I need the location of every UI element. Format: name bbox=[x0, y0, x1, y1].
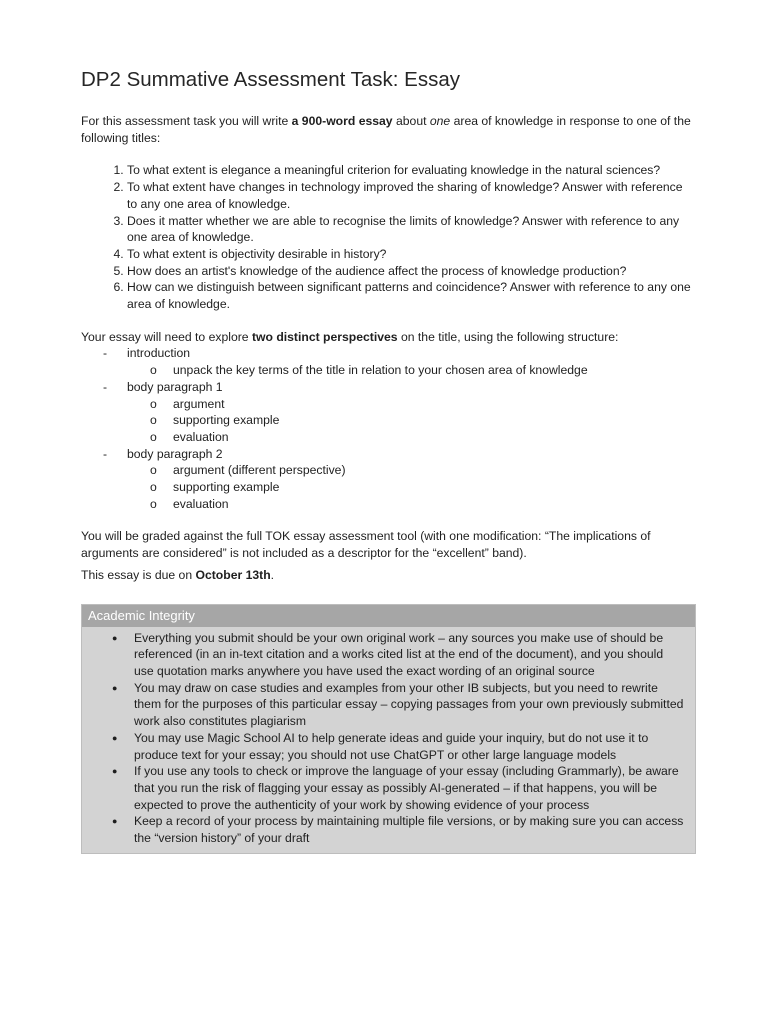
circle-marker: o bbox=[150, 413, 157, 428]
essay-title-item: 3. Does it matter whether we are able to recognise the limits of knowledge? Answer with reference to any one area of knowledge. bbox=[127, 213, 696, 246]
structure-subitem-text: unpack the key terms of the title in relation to your chosen area of knowledge bbox=[173, 363, 588, 378]
due-date: October 13th bbox=[195, 567, 271, 582]
academic-integrity-header: Academic Integrity bbox=[82, 605, 695, 627]
bullet-icon: ● bbox=[112, 682, 118, 693]
structure-subitem-text: supporting example bbox=[173, 413, 280, 428]
academic-integrity-list bbox=[82, 627, 695, 853]
essay-title-item: 6. How can we distinguish between significant patterns and coincidence? Answer with reference to any one area of knowledge. bbox=[127, 279, 696, 312]
structure-section-label: introduction bbox=[127, 346, 191, 361]
essay-title-item: 2. To what extent have changes in technology improved the sharing of knowledge? Answer with reference to any one area of knowledge. bbox=[127, 179, 696, 212]
academic-integrity-box bbox=[81, 604, 696, 854]
essay-structure-list bbox=[81, 345, 696, 512]
structure-subitem-text: argument bbox=[173, 396, 225, 411]
integrity-item bbox=[82, 813, 685, 846]
intro-text-after: area of knowledge in response to one of the following titles: bbox=[81, 114, 691, 145]
circle-marker: o bbox=[150, 480, 157, 495]
integrity-item bbox=[82, 730, 685, 763]
structure-section-label: body paragraph 1 bbox=[127, 379, 223, 394]
structure-subitem bbox=[127, 496, 696, 513]
essay-title-item: 4. To what extent is objectivity desirable in history? bbox=[127, 246, 696, 263]
bullet-icon: ● bbox=[112, 632, 118, 643]
structure-subitem bbox=[127, 462, 696, 479]
bullet-icon: ● bbox=[112, 732, 118, 743]
structure-subitem-text: evaluation bbox=[173, 496, 229, 511]
dash-marker: - bbox=[103, 446, 108, 461]
structure-subitems bbox=[127, 362, 696, 379]
page-title: DP2 Summative Assessment Task: Essay bbox=[81, 68, 461, 91]
bullet-icon: ● bbox=[112, 816, 118, 827]
structure-section-body-1 bbox=[81, 379, 696, 446]
essay-title-item: 5. How does an artist's knowledge of the audience affect the process of knowledge production? bbox=[127, 263, 696, 280]
structure-subitems bbox=[127, 462, 696, 512]
structure-subitems bbox=[127, 396, 696, 446]
document-page bbox=[81, 68, 696, 854]
intro-text-before: For this assessment task you will write bbox=[81, 114, 292, 128]
structure-section-label: body paragraph 2 bbox=[127, 446, 223, 461]
structure-subitem-text: supporting example bbox=[173, 480, 280, 495]
integrity-item bbox=[82, 680, 685, 730]
intro-paragraph bbox=[81, 113, 696, 146]
essay-title-item: 1. To what extent is elegance a meaningful criterion for evaluating knowledge in the natural sciences? bbox=[127, 162, 696, 179]
circle-marker: o bbox=[150, 429, 157, 444]
integrity-item bbox=[82, 763, 685, 813]
integrity-item-text: Keep a record of your process by maintaining multiple file versions, or by making sure you can access the “version history” of your draft bbox=[134, 814, 684, 846]
intro-emphasis: one bbox=[429, 114, 451, 128]
structure-subitem-text: evaluation bbox=[173, 429, 229, 444]
circle-marker: o bbox=[150, 396, 157, 411]
structure-text-before: Your essay will need to explore bbox=[81, 329, 252, 344]
integrity-item-text: Everything you submit should be your own original work – any sources you make use of should be referenced (in an in-text citation and a works cited list at the end of the document), and you should use quotation marks anywhere you have used the exact wording of an original source bbox=[134, 630, 664, 678]
structure-subitem bbox=[127, 362, 696, 379]
due-date-paragraph bbox=[81, 567, 696, 584]
dash-marker: - bbox=[103, 346, 108, 361]
structure-section-introduction bbox=[81, 345, 696, 378]
integrity-item-text: You may use Magic School AI to help generate ideas and guide your inquiry, but do not use it to produce text for your essay; you should not use ChatGPT or other large language models bbox=[134, 730, 649, 762]
structure-text-after: on the title, using the following structure: bbox=[397, 329, 619, 344]
structure-subitem bbox=[127, 429, 696, 446]
intro-word-count: a 900-word essay bbox=[291, 114, 393, 128]
circle-marker: o bbox=[150, 363, 157, 378]
structure-perspectives: two distinct perspectives bbox=[251, 329, 398, 344]
grading-paragraph: You will be graded against the full TOK essay assessment tool (with one modification: “The implications of arguments are considered” is not included as a descriptor for the “excellent” band). bbox=[81, 529, 651, 561]
structure-section-body-2 bbox=[81, 446, 696, 513]
integrity-item-text: You may draw on case studies and examples from your other IB subjects, but you need to rewrite them for the purposes of this particular essay – copying passages from your own previously submitted work also constitutes plagiarism bbox=[134, 680, 684, 729]
circle-marker: o bbox=[150, 496, 157, 511]
essay-titles-list bbox=[81, 162, 696, 312]
structure-subitem bbox=[127, 412, 696, 429]
dash-marker: - bbox=[103, 379, 108, 394]
structure-subitem bbox=[127, 479, 696, 496]
structure-paragraph bbox=[81, 329, 696, 346]
structure-subitem-text: argument (different perspective) bbox=[173, 463, 346, 478]
bullet-icon: ● bbox=[112, 766, 118, 777]
circle-marker: o bbox=[150, 463, 157, 478]
integrity-item bbox=[82, 630, 685, 680]
due-text-after: . bbox=[270, 567, 275, 582]
integrity-item-text: If you use any tools to check or improve the language of your essay (including Grammarly), be aware that you run the risk of flagging your essay as possibly AI-generated – if that happens, you will be expected to prove the authenticity of your work by showing evidence of your process bbox=[134, 764, 679, 812]
due-text-before: This essay is due on bbox=[81, 567, 196, 582]
intro-text-middle: about bbox=[392, 114, 430, 128]
structure-subitem bbox=[127, 396, 696, 413]
